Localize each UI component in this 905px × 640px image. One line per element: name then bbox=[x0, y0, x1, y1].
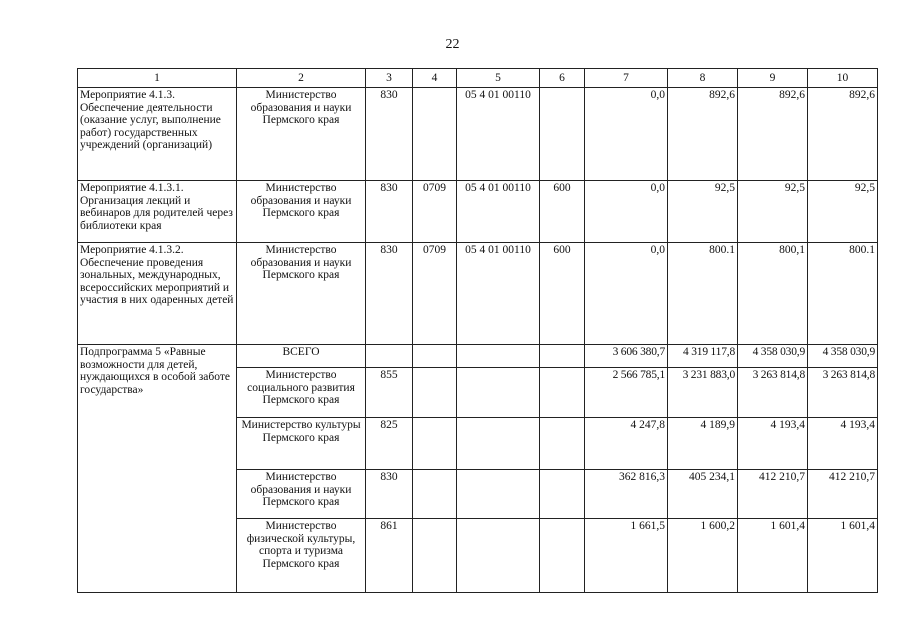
responsible-ministry: Министерство физической культуры, спорта и туризма Пермского края bbox=[237, 519, 366, 593]
amount-cell: 800.1 bbox=[808, 243, 878, 345]
code-cell: 825 bbox=[366, 418, 413, 470]
empty-cell bbox=[540, 470, 585, 519]
header-row bbox=[78, 69, 878, 88]
code-cell bbox=[413, 88, 457, 181]
amount-cell: 4 358 030,9 bbox=[738, 345, 808, 368]
empty-cell bbox=[366, 345, 413, 368]
event-name: Мероприятие 4.1.3. Обеспечение деятельности (оказание услуг, выполнение работ) государственных учреждений (организаций) bbox=[78, 88, 237, 181]
total-label: ВСЕГО bbox=[237, 345, 366, 368]
amount-cell: 92,5 bbox=[738, 181, 808, 243]
responsible-ministry: Министерство образования и науки Пермского края bbox=[237, 181, 366, 243]
code-cell: 855 bbox=[366, 368, 413, 418]
responsible-ministry: Министерство социального развития Пермского края bbox=[237, 368, 366, 418]
amount-cell: 412 210,7 bbox=[808, 470, 878, 519]
empty-cell bbox=[540, 519, 585, 593]
empty-cell bbox=[457, 418, 540, 470]
code-cell: 05 4 01 00110 bbox=[457, 181, 540, 243]
code-cell: 830 bbox=[366, 470, 413, 519]
code-cell: 600 bbox=[540, 181, 585, 243]
code-cell: 830 bbox=[366, 181, 413, 243]
header-cell: 8 bbox=[668, 69, 738, 88]
amount-cell: 405 234,1 bbox=[668, 470, 738, 519]
code-cell: 861 bbox=[366, 519, 413, 593]
code-cell bbox=[540, 88, 585, 181]
code-cell: 0709 bbox=[413, 243, 457, 345]
table-row bbox=[78, 88, 878, 181]
amount-cell: 4 193,4 bbox=[738, 418, 808, 470]
amount-cell: 362 816,3 bbox=[585, 470, 668, 519]
code-cell: 0709 bbox=[413, 181, 457, 243]
amount-cell: 4 358 030,9 bbox=[808, 345, 878, 368]
empty-cell bbox=[413, 345, 457, 368]
amount-cell: 4 319 117,8 bbox=[668, 345, 738, 368]
amount-cell: 3 263 814,8 bbox=[808, 368, 878, 418]
amount-cell: 4 189,9 bbox=[668, 418, 738, 470]
table-row bbox=[78, 181, 878, 243]
code-cell: 05 4 01 00110 bbox=[457, 243, 540, 345]
responsible-ministry: Министерство культуры Пермского края bbox=[237, 418, 366, 470]
empty-cell bbox=[413, 519, 457, 593]
empty-cell bbox=[540, 345, 585, 368]
amount-cell: 892,6 bbox=[808, 88, 878, 181]
header-cell: 1 bbox=[78, 69, 237, 88]
empty-cell bbox=[457, 345, 540, 368]
code-cell: 830 bbox=[366, 88, 413, 181]
event-name: Мероприятие 4.1.3.2. Обеспечение проведения зональных, международных, всероссийских мероприятий и участия в них одаренных детей bbox=[78, 243, 237, 345]
amount-cell: 92,5 bbox=[668, 181, 738, 243]
amount-cell: 892,6 bbox=[738, 88, 808, 181]
header-cell: 5 bbox=[457, 69, 540, 88]
page-number: 22 bbox=[445, 37, 460, 52]
header-cell: 7 bbox=[585, 69, 668, 88]
amount-cell: 1 601,4 bbox=[808, 519, 878, 593]
amount-cell: 800.1 bbox=[668, 243, 738, 345]
empty-cell bbox=[457, 470, 540, 519]
amount-cell: 2 566 785,1 bbox=[585, 368, 668, 418]
empty-cell bbox=[413, 368, 457, 418]
amount-cell: 0,0 bbox=[585, 181, 668, 243]
header-cell: 4 bbox=[413, 69, 457, 88]
empty-cell bbox=[540, 368, 585, 418]
header-cell: 6 bbox=[540, 69, 585, 88]
amount-cell: 4 193,4 bbox=[808, 418, 878, 470]
responsible-ministry: Министерство образования и науки Пермского края bbox=[237, 243, 366, 345]
amount-cell: 892,6 bbox=[668, 88, 738, 181]
amount-cell: 800,1 bbox=[738, 243, 808, 345]
subprogram-name: Подпрограмма 5 «Равные возможности для детей, нуждающихся в особой заботе государства» bbox=[78, 345, 237, 593]
empty-cell bbox=[457, 368, 540, 418]
code-cell: 05 4 01 00110 bbox=[457, 88, 540, 181]
code-cell: 830 bbox=[366, 243, 413, 345]
amount-cell: 92,5 bbox=[808, 181, 878, 243]
amount-cell: 1 600,2 bbox=[668, 519, 738, 593]
budget-table bbox=[77, 68, 878, 593]
empty-cell bbox=[457, 519, 540, 593]
amount-cell: 3 263 814,8 bbox=[738, 368, 808, 418]
header-cell: 3 bbox=[366, 69, 413, 88]
table-row bbox=[78, 243, 878, 345]
empty-cell bbox=[540, 418, 585, 470]
amount-cell: 3 606 380,7 bbox=[585, 345, 668, 368]
code-cell: 600 bbox=[540, 243, 585, 345]
table-row bbox=[78, 345, 878, 368]
empty-cell bbox=[413, 418, 457, 470]
header-cell: 9 bbox=[738, 69, 808, 88]
empty-cell bbox=[413, 470, 457, 519]
amount-cell: 412 210,7 bbox=[738, 470, 808, 519]
amount-cell: 4 247,8 bbox=[585, 418, 668, 470]
amount-cell: 1 601,4 bbox=[738, 519, 808, 593]
amount-cell: 0,0 bbox=[585, 243, 668, 345]
responsible-ministry: Министерство образования и науки Пермского края bbox=[237, 88, 366, 181]
amount-cell: 3 231 883,0 bbox=[668, 368, 738, 418]
event-name: Мероприятие 4.1.3.1. Организация лекций и вебинаров для родителей через библиотеки края bbox=[78, 181, 237, 243]
header-cell: 10 bbox=[808, 69, 878, 88]
amount-cell: 1 661,5 bbox=[585, 519, 668, 593]
header-cell: 2 bbox=[237, 69, 366, 88]
amount-cell: 0,0 bbox=[585, 88, 668, 181]
responsible-ministry: Министерство образования и науки Пермского края bbox=[237, 470, 366, 519]
